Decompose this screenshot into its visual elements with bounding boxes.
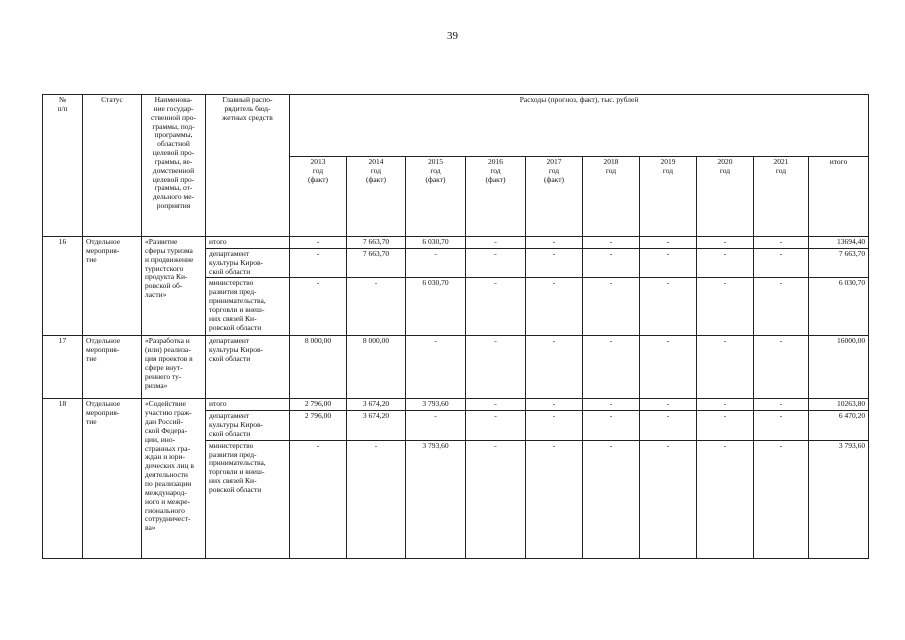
cell-value: - xyxy=(697,440,754,558)
cell-total: 3 793,60 xyxy=(809,440,869,558)
cell-value: 7 663,70 xyxy=(347,237,406,249)
cell-value: - xyxy=(583,411,640,441)
page-number: 39 xyxy=(447,30,458,42)
cell-total: 10263,80 xyxy=(809,399,869,411)
row-num: 18 xyxy=(43,399,83,558)
cell-value: - xyxy=(697,399,754,411)
cell-value: - xyxy=(290,248,347,278)
row-manager: министерство развития пред- принимательства, торговли и внеш- них связей Ки- ровской области xyxy=(206,278,290,336)
cell-total: 6 470,20 xyxy=(809,411,869,441)
cell-value: - xyxy=(290,237,347,249)
row-manager: итого xyxy=(206,399,290,411)
header-status: Статус xyxy=(83,95,142,237)
header-year: 2018 год xyxy=(583,157,640,237)
header-year: 2021 год xyxy=(754,157,809,237)
table-row xyxy=(43,399,869,411)
row-manager: министерство развития пред- принимательства, торговли и внеш- них связей Ки- ровской области xyxy=(206,440,290,558)
cell-value: - xyxy=(526,440,583,558)
cell-value: - xyxy=(290,278,347,336)
header-year: 2013 год (факт) xyxy=(290,157,347,237)
header-manager: Главный распо- рядитель бюд- жетных средств xyxy=(206,95,290,237)
cell-value: - xyxy=(466,336,526,399)
cell-value: - xyxy=(697,411,754,441)
cell-value: - xyxy=(466,411,526,441)
cell-value: - xyxy=(640,237,697,249)
table-header xyxy=(43,95,869,237)
cell-value: - xyxy=(640,336,697,399)
cell-value: - xyxy=(466,278,526,336)
cell-value: 6 030,70 xyxy=(406,278,466,336)
header-year: 2015 год (факт) xyxy=(406,157,466,237)
cell-value: 3 674,20 xyxy=(347,399,406,411)
row-status: Отдельное мероприя- тие xyxy=(83,399,142,558)
cell-value: 3 793,60 xyxy=(406,440,466,558)
expenses-table xyxy=(42,94,869,559)
header-year: 2017 год (факт) xyxy=(526,157,583,237)
cell-total: 13694,40 xyxy=(809,237,869,249)
header-total: итого xyxy=(809,157,869,237)
header-name: Наименова- ние государ- ственной про- граммы, под- программы, областной целевой про- граммы, ве- домственной целевой про- граммы, от- дельного ме- роприятия xyxy=(142,95,206,237)
cell-value: - xyxy=(640,411,697,441)
cell-value: - xyxy=(526,237,583,249)
cell-value: - xyxy=(640,278,697,336)
header-year: 2020 год xyxy=(697,157,754,237)
header-num: № п/п xyxy=(43,95,83,237)
cell-value: - xyxy=(583,278,640,336)
row-num: 17 xyxy=(43,336,83,399)
row-manager: итого xyxy=(206,237,290,249)
cell-value: - xyxy=(466,237,526,249)
cell-value: - xyxy=(406,411,466,441)
cell-value: - xyxy=(406,336,466,399)
cell-value: - xyxy=(406,248,466,278)
cell-value: 6 030,70 xyxy=(406,237,466,249)
cell-value: - xyxy=(754,248,809,278)
cell-value: - xyxy=(583,237,640,249)
cell-total: 7 663,70 xyxy=(809,248,869,278)
row-status: Отдельное мероприя- тие xyxy=(83,336,142,399)
cell-value: - xyxy=(754,278,809,336)
cell-value: - xyxy=(290,440,347,558)
row-status: Отдельное мероприя- тие xyxy=(83,237,142,336)
row-manager: департамент культуры Киров- ской области xyxy=(206,336,290,399)
cell-value: - xyxy=(640,399,697,411)
table-row xyxy=(43,237,869,249)
cell-value: - xyxy=(754,336,809,399)
cell-value: 3 793,60 xyxy=(406,399,466,411)
cell-value: - xyxy=(526,399,583,411)
cell-total: 16000,00 xyxy=(809,336,869,399)
row-manager: департамент культуры Киров- ской области xyxy=(206,248,290,278)
cell-value: - xyxy=(697,278,754,336)
header-year: 2014 год (факт) xyxy=(347,157,406,237)
cell-value: - xyxy=(347,278,406,336)
table-row xyxy=(43,336,869,399)
cell-value: 2 796,00 xyxy=(290,411,347,441)
row-name: «Разработка и (или) реализа- ция проектов в сфере внут- реннего ту- ризма» xyxy=(142,336,206,399)
cell-value: - xyxy=(697,248,754,278)
cell-value: - xyxy=(583,440,640,558)
cell-value: - xyxy=(583,399,640,411)
header-year: 2019 год xyxy=(640,157,697,237)
cell-value: - xyxy=(583,336,640,399)
cell-value: 3 674,20 xyxy=(347,411,406,441)
cell-value: - xyxy=(466,440,526,558)
row-num: 16 xyxy=(43,237,83,336)
row-name: «Развитие сферы туризма и продвижение туристского продукта Ки- ровской об- ласти» xyxy=(142,237,206,336)
header-year: 2016 год (факт) xyxy=(466,157,526,237)
cell-value: - xyxy=(697,237,754,249)
cell-value: 8 000,00 xyxy=(347,336,406,399)
cell-value: - xyxy=(754,440,809,558)
cell-value: - xyxy=(526,411,583,441)
cell-value: - xyxy=(466,248,526,278)
cell-value: - xyxy=(526,248,583,278)
table-body xyxy=(43,237,869,559)
cell-total: 6 030,70 xyxy=(809,278,869,336)
cell-value: - xyxy=(466,399,526,411)
cell-value: - xyxy=(754,399,809,411)
cell-value: - xyxy=(526,278,583,336)
header-expenses: Расходы (прогноз, факт), тыс. рублей xyxy=(290,95,869,157)
cell-value: 2 796,00 xyxy=(290,399,347,411)
cell-value: - xyxy=(583,248,640,278)
cell-value: - xyxy=(754,411,809,441)
cell-value: - xyxy=(640,248,697,278)
cell-value: - xyxy=(697,336,754,399)
cell-value: 8 000,00 xyxy=(290,336,347,399)
cell-value: - xyxy=(347,440,406,558)
row-manager: департамент культуры Киров- ской области xyxy=(206,411,290,441)
cell-value: - xyxy=(754,237,809,249)
cell-value: 7 663,70 xyxy=(347,248,406,278)
row-name: «Содействие участию граж- дан Россий- ской Федера- ции, ино- странных гра- ждан и юри- дических лиц в деятельности по реализации международ- ного и межре- гионального сотрудничест- ва» xyxy=(142,399,206,558)
cell-value: - xyxy=(640,440,697,558)
cell-value: - xyxy=(526,336,583,399)
